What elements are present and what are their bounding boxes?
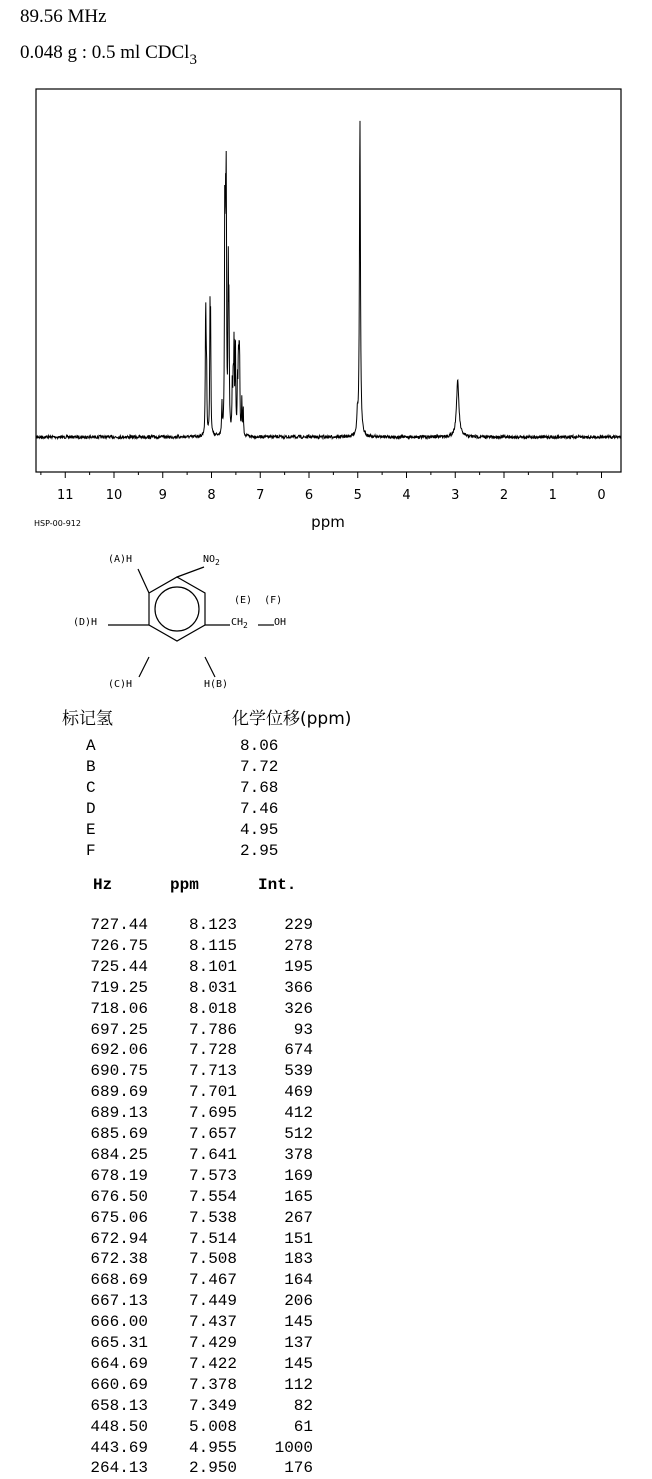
peak-hz: 665.31 — [90, 1334, 148, 1352]
peak-intensity: 366 — [284, 978, 313, 997]
x-axis-ticks — [41, 472, 606, 503]
peak-table-row — [0, 1334, 330, 1354]
peak-hz: 667.13 — [90, 1292, 148, 1311]
peak-hz: 264.13 — [90, 1459, 148, 1478]
label-a: (A)H — [108, 554, 133, 565]
peak-table-row — [0, 1459, 330, 1479]
assignment-label: C — [86, 779, 96, 797]
assignment-shift: 7.72 — [240, 758, 279, 776]
peak-table-row — [0, 916, 330, 936]
peak-ppm: 7.514 — [188, 1229, 237, 1248]
x-tick-label: 6 — [304, 488, 314, 503]
peak-ppm: 7.449 — [188, 1292, 237, 1311]
label-no2 — [203, 554, 220, 567]
peak-table-row — [0, 1146, 330, 1166]
peak-hz: 718.06 — [90, 999, 148, 1018]
x-tick-label: 3 — [451, 488, 460, 503]
peak-ppm: 7.508 — [188, 1250, 237, 1269]
peak-intensity: 267 — [284, 1208, 313, 1227]
label-d: (D)H — [73, 617, 98, 628]
peak-intensity: 183 — [284, 1250, 313, 1269]
peak-hz: 660.69 — [90, 1375, 148, 1394]
peak-intensity: 137 — [284, 1334, 313, 1352]
x-tick-label: 5 — [353, 488, 362, 503]
peak-table-row — [0, 1041, 330, 1061]
peak-table-row — [0, 958, 330, 978]
label-c: (C)H — [108, 679, 133, 690]
bond-no2 — [177, 567, 204, 577]
peak-ppm: 7.349 — [188, 1396, 237, 1415]
assignment-label: B — [86, 758, 96, 776]
no2-text: NO — [203, 554, 216, 565]
peak-intensity: 229 — [284, 916, 313, 934]
x-tick-label: 0 — [597, 488, 606, 503]
peak-table-row — [0, 1271, 330, 1291]
peak-ppm: 7.422 — [188, 1354, 237, 1373]
peak-intensity: 82 — [293, 1396, 313, 1415]
peak-ppm: 8.031 — [188, 978, 237, 997]
peak-ppm: 7.573 — [188, 1166, 237, 1185]
peak-table-row — [0, 1292, 330, 1312]
peak-table-row — [0, 1230, 330, 1250]
nmr-spectrum-chart — [0, 80, 652, 540]
peak-intensity: 145 — [284, 1313, 313, 1332]
peak-hz: 676.50 — [90, 1187, 148, 1206]
peak-marks — [206, 120, 458, 437]
x-tick-label: 1 — [548, 488, 557, 503]
assignment-label: A — [86, 737, 96, 755]
peak-hz: 689.69 — [90, 1083, 148, 1102]
peak-intensity: 674 — [284, 1041, 313, 1060]
peak-intensity: 539 — [284, 1062, 313, 1081]
peak-table-row — [0, 1313, 330, 1333]
peak-table-row — [0, 979, 330, 999]
peak-hz: 678.19 — [90, 1166, 148, 1185]
peak-intensity: 378 — [284, 1145, 313, 1164]
x-tick-label: 7 — [256, 488, 265, 503]
sample-text: 0.048 g : 0.5 ml CDCl — [20, 42, 190, 63]
peak-table-row — [0, 1062, 330, 1082]
peak-ppm: 7.538 — [188, 1208, 237, 1227]
peak-hz: 725.44 — [90, 957, 148, 976]
peak-table-row — [0, 1250, 330, 1270]
x-tick-label: 10 — [105, 488, 123, 503]
spectrometer-frequency: 89.56 MHz — [20, 6, 107, 27]
peak-hz: 668.69 — [90, 1271, 148, 1290]
peak-ppm: 7.429 — [188, 1334, 237, 1352]
peak-ppm: 7.554 — [188, 1187, 237, 1206]
peak-table-row — [0, 937, 330, 957]
assignment-shift: 8.06 — [240, 737, 279, 755]
peak-ppm: 7.728 — [188, 1041, 237, 1060]
no2-subscript: 2 — [215, 558, 220, 567]
assignment-shift: 7.46 — [240, 800, 279, 818]
peak-ppm: 2.950 — [188, 1459, 237, 1478]
x-tick-label: 2 — [499, 488, 509, 503]
peak-intensity: 412 — [284, 1104, 313, 1123]
peak-ppm: 5.008 — [188, 1417, 237, 1436]
peak-intensity: 512 — [284, 1125, 313, 1143]
peak-ppm: 8.018 — [188, 999, 237, 1018]
peak-hz: 443.69 — [90, 1438, 148, 1457]
peak-hz: 726.75 — [90, 936, 148, 955]
peak-intensity: 93 — [293, 1020, 313, 1039]
peak-ppm: 8.115 — [188, 936, 237, 955]
bond-c — [139, 657, 149, 677]
peak-hz: 685.69 — [90, 1125, 148, 1143]
assignment-label: F — [86, 842, 96, 860]
peak-table-row — [0, 1083, 330, 1103]
peak-ppm: 8.101 — [188, 957, 237, 976]
bond-b — [205, 657, 215, 677]
peak-hz: 666.00 — [90, 1313, 148, 1332]
peak-intensity: 164 — [284, 1271, 313, 1290]
peak-hz: 692.06 — [90, 1041, 148, 1060]
peak-intensity: 151 — [284, 1229, 313, 1248]
peak-intensity: 145 — [284, 1354, 313, 1373]
assignment-label-header: 标记氢 — [62, 709, 113, 729]
peak-table-row — [0, 1355, 330, 1375]
molecule-structure — [60, 545, 360, 695]
peak-ppm: 7.657 — [188, 1125, 237, 1143]
peak-intensity: 165 — [284, 1187, 313, 1206]
peak-hz: 727.44 — [90, 916, 148, 934]
assignment-label: E — [86, 821, 96, 839]
peak-table-row — [0, 1167, 330, 1187]
x-tick-label: 9 — [158, 488, 167, 503]
plot-frame — [36, 89, 621, 472]
table-header-int: Int. — [258, 876, 297, 894]
peak-intensity: 206 — [284, 1292, 313, 1311]
peak-hz: 664.69 — [90, 1354, 148, 1373]
peak-table-row — [0, 1021, 330, 1041]
peak-table-row — [0, 1376, 330, 1396]
peak-table-row — [0, 1209, 330, 1229]
sample-concentration — [20, 42, 197, 69]
ch2-text: CH — [231, 617, 244, 628]
x-tick-label: 11 — [56, 488, 74, 503]
peak-hz: 448.50 — [90, 1417, 148, 1436]
peak-table-row — [0, 1418, 330, 1438]
bond-a — [138, 569, 149, 593]
assignment-shift: 2.95 — [240, 842, 279, 860]
peak-intensity: 195 — [284, 957, 313, 976]
assignment-label: D — [86, 800, 96, 818]
label-ef: (E) (F) — [234, 595, 283, 606]
peak-table-row — [0, 1104, 330, 1124]
peak-hz: 690.75 — [90, 1062, 148, 1081]
spectrum-code: HSP-00-912 — [34, 519, 81, 528]
peak-table-row — [0, 1397, 330, 1417]
assignment-shift: 4.95 — [240, 821, 279, 839]
peak-intensity: 1000 — [274, 1438, 313, 1457]
peak-hz: 672.38 — [90, 1250, 148, 1269]
aromatic-circle — [155, 587, 199, 631]
x-tick-label: 4 — [402, 488, 411, 503]
table-header-ppm: ppm — [170, 876, 199, 894]
peak-hz: 672.94 — [90, 1229, 148, 1248]
peak-hz: 689.13 — [90, 1104, 148, 1123]
peak-table-row — [0, 1188, 330, 1208]
peak-table-row — [0, 1439, 330, 1459]
peak-intensity: 176 — [284, 1459, 313, 1478]
peak-hz: 658.13 — [90, 1396, 148, 1415]
table-header-hz: Hz — [93, 876, 113, 894]
assignment-shift-header: 化学位移(ppm) — [232, 709, 352, 729]
peak-intensity: 112 — [284, 1375, 313, 1394]
peak-intensity: 469 — [284, 1083, 313, 1102]
ch2-subscript: 2 — [243, 621, 248, 630]
peak-ppm: 7.641 — [188, 1145, 237, 1164]
peak-ppm: 7.701 — [188, 1083, 237, 1102]
peak-ppm: 7.467 — [188, 1271, 237, 1290]
label-oh: OH — [274, 617, 287, 628]
label-ch2 — [231, 617, 248, 630]
assignment-shift: 7.68 — [240, 779, 279, 797]
peak-hz: 697.25 — [90, 1020, 148, 1039]
peak-intensity: 326 — [284, 999, 313, 1018]
x-tick-label: 8 — [207, 488, 216, 503]
peak-intensity: 278 — [284, 936, 313, 955]
peak-ppm: 7.695 — [188, 1104, 237, 1123]
peak-ppm: 7.437 — [188, 1313, 237, 1332]
sample-subscript: 3 — [189, 52, 197, 68]
peak-hz: 719.25 — [90, 978, 148, 997]
peak-intensity: 61 — [293, 1417, 313, 1436]
peak-hz: 675.06 — [90, 1208, 148, 1227]
peak-ppm: 7.786 — [188, 1020, 237, 1039]
peak-ppm: 4.955 — [188, 1438, 237, 1457]
peak-table-row — [0, 1125, 330, 1145]
x-axis-label: ppm — [311, 513, 345, 531]
peak-table-row — [0, 1000, 330, 1020]
peak-intensity: 169 — [284, 1166, 313, 1185]
peak-ppm: 7.378 — [188, 1375, 237, 1394]
spectrum-trace — [36, 121, 621, 439]
label-b: H(B) — [204, 679, 229, 690]
peak-ppm: 7.713 — [188, 1062, 237, 1081]
peak-ppm: 8.123 — [188, 916, 237, 934]
peak-hz: 684.25 — [90, 1145, 148, 1164]
